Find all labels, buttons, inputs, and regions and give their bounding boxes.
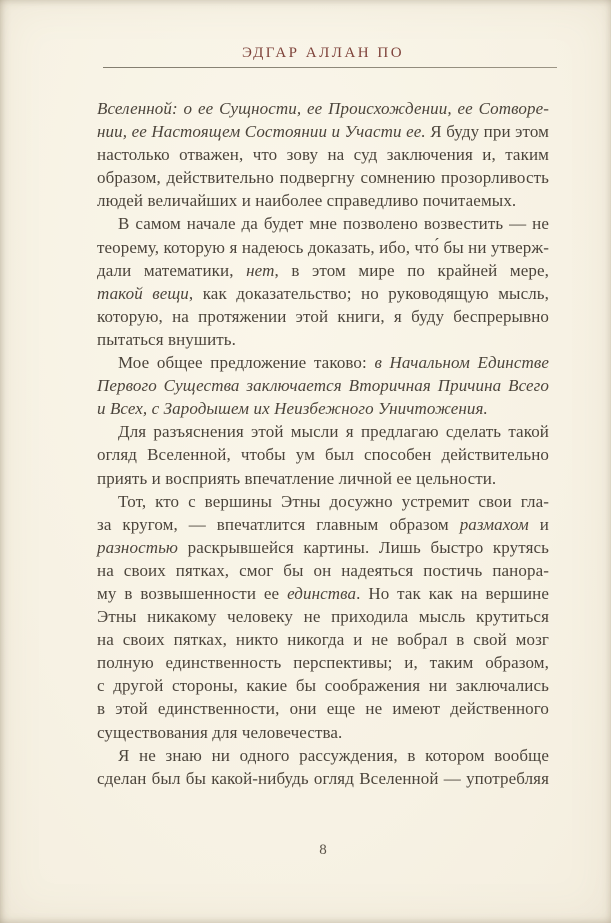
text-line [97, 420, 549, 443]
header-rule [103, 67, 557, 68]
text-run: такой вещи [97, 283, 189, 303]
text-line [97, 490, 549, 513]
text-run: в Начальном Единстве [374, 353, 549, 373]
text-line [97, 605, 549, 628]
text-line [97, 374, 549, 397]
paragraph [97, 744, 549, 790]
text-line [97, 236, 549, 259]
text-block [97, 97, 549, 790]
text-run: дали математики, [97, 260, 247, 280]
text-run: на своих пятках, никто никогда и не вобрал в свой мозг [97, 630, 549, 650]
text-run: , как доказательство; но руководящую мысль, [188, 283, 550, 303]
text-line [97, 674, 549, 697]
text-run: настолько отважен, что зову на суд заключения и, таким [97, 145, 549, 165]
text-run: пытаться внушить. [97, 329, 237, 349]
text-line [97, 536, 549, 559]
text-run: размахом [459, 514, 529, 534]
text-run: в этой единственности, они еще не имеют действенного [97, 699, 549, 719]
text-run: и Всех, с Зародышем их Неизбежного Уничтожения. [97, 399, 488, 419]
text-line [97, 397, 549, 420]
text-run: Тот, кто с вершины Этны досужно устремит свои гла- [118, 491, 549, 511]
text-run: образом, действительно подвергну сомнению прозорливость [97, 168, 549, 188]
text-line [97, 721, 549, 744]
text-line [97, 513, 549, 536]
paragraph [97, 351, 549, 420]
text-line [97, 143, 549, 166]
text-run: му в возвышенности ее [97, 583, 288, 603]
text-run: В самом начале да будет мне позволено возвестить — не [118, 214, 549, 234]
text-line [97, 744, 549, 767]
text-run: Для разъяснения этой мысли я предлагаю сделать такой [118, 422, 549, 442]
text-line [97, 305, 549, 328]
text-line [97, 282, 549, 305]
text-run: раскрывшейся картины. Лишь быстро крутясь [178, 537, 549, 557]
text-line [97, 467, 549, 490]
text-line [97, 582, 549, 605]
text-line [97, 651, 549, 674]
page-number: 8 [319, 842, 327, 858]
paragraph [97, 490, 549, 744]
paragraph [97, 97, 549, 212]
text-run: Вселенной: о ее Сущности, ее Происхождении, ее Сотворе- [97, 99, 549, 118]
text-line [97, 97, 549, 120]
text-line [97, 351, 549, 374]
text-line [97, 767, 549, 790]
text-run: полную единственность перспективы; и, таким образом, [97, 653, 549, 673]
text-line [97, 443, 549, 466]
text-run: . Но так как на вершине [356, 583, 549, 603]
paragraph [97, 420, 549, 489]
text-run: единства [287, 583, 357, 603]
paragraph [97, 212, 549, 351]
text-run: которую, на протяжении этой книги, я буду беспрерывно [97, 306, 549, 326]
text-line [97, 212, 549, 235]
text-run: людей величайших и наиболее справедливо почитаемых. [97, 191, 517, 211]
text-line [97, 628, 549, 651]
text-run: нии, ее Настоящем Состоянии и Участи ее. [97, 122, 426, 142]
text-run: на своих пятках, смог бы он надеяться постичь панора- [97, 560, 549, 580]
running-header: ЭДГАР АЛЛАН ПО [241, 45, 405, 61]
text-run: Этны никакому человеку не приходила мысль крутиться [97, 607, 549, 627]
text-run: за кругом, — впечатлится главным образом [97, 514, 460, 534]
text-run: Я не знаю ни одного рассуждения, в котором вообще [118, 745, 549, 765]
text-run: с другой стороны, какие бы соображения ни заключались [97, 676, 549, 696]
text-run: существования для человечества. [97, 722, 343, 742]
text-run: и [528, 514, 549, 534]
text-run: Первого Существа заключается Вторичная Причина Всего [97, 376, 549, 396]
text-run: , в этом мире по крайней мере, [274, 260, 550, 280]
text-run: Я буду при этом [425, 122, 549, 142]
text-run: Мое общее предложение таково: [118, 353, 375, 373]
text-line [97, 259, 549, 282]
text-line [97, 120, 549, 143]
text-line [97, 697, 549, 720]
text-run: сделан был бы какой-нибудь огляд Вселенной — употребляя [97, 768, 549, 788]
text-run: нет [246, 260, 275, 280]
text-run: приять и восприять впечатление личной ее цельности. [97, 468, 497, 488]
text-line [97, 189, 549, 212]
text-line [97, 166, 549, 189]
text-run: разностью [97, 537, 179, 557]
text-run: огляд Вселенной, чтобы ум был способен действительно [97, 445, 549, 465]
text-line [97, 559, 549, 582]
text-line [97, 328, 549, 351]
text-run: теорему, которую я надеюсь доказать, ибо, что́ бы ни утверж- [97, 237, 549, 257]
